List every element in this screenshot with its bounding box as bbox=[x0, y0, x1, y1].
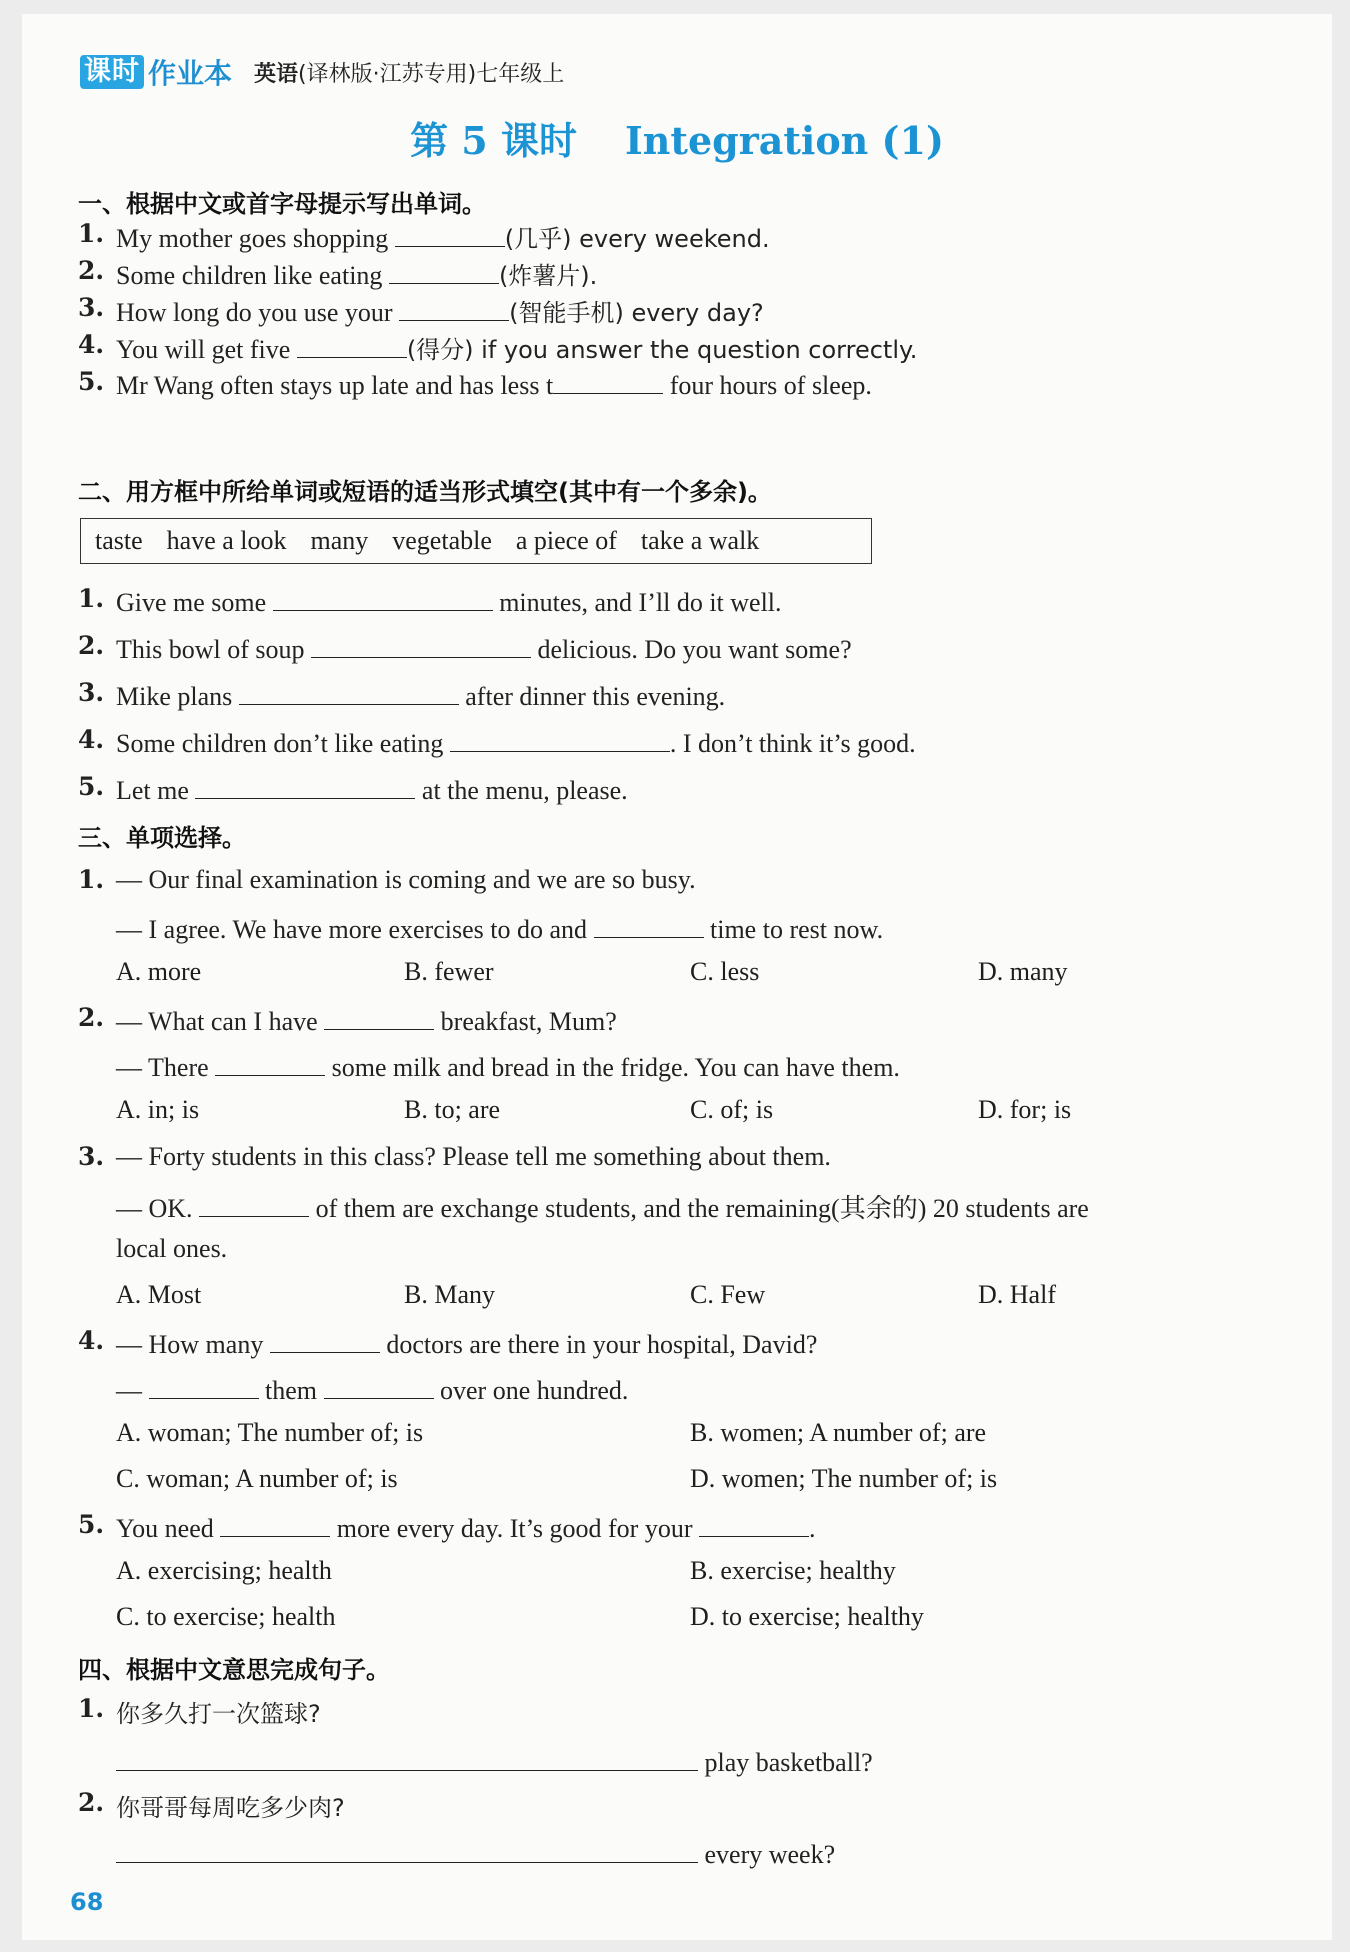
answer-blank[interactable] bbox=[389, 257, 499, 284]
answer-blank[interactable] bbox=[270, 1326, 380, 1353]
choice-option[interactable]: D. for; is bbox=[978, 1095, 1072, 1124]
answer-blank[interactable] bbox=[215, 1049, 325, 1076]
answer-blank[interactable] bbox=[399, 294, 509, 321]
choice-option[interactable]: C. less bbox=[690, 957, 760, 986]
word-option: many bbox=[310, 526, 369, 555]
answer-blank[interactable] bbox=[450, 725, 670, 752]
word-option: taste bbox=[95, 526, 143, 555]
answer-blank[interactable] bbox=[699, 1510, 809, 1537]
question-line: play basketball? bbox=[116, 1744, 873, 1778]
answer-blank[interactable] bbox=[116, 1744, 698, 1771]
question-line: — There some milk and bread in the fridge. You can have them. bbox=[116, 1049, 900, 1083]
answer-blank[interactable] bbox=[239, 678, 459, 705]
answer-blank[interactable] bbox=[311, 631, 531, 658]
question-line: — I agree. We have more exercises to do and time to rest now. bbox=[116, 911, 883, 945]
answer-blank[interactable] bbox=[116, 1836, 698, 1863]
choice-option[interactable]: C. of; is bbox=[690, 1095, 774, 1124]
answer-blank[interactable] bbox=[195, 772, 415, 799]
choice-option[interactable]: A. woman; The number of; is bbox=[116, 1418, 424, 1447]
page-number: 68 bbox=[70, 1888, 104, 1916]
choice-option[interactable]: A. in; is bbox=[116, 1095, 200, 1124]
choice-option[interactable]: D. to exercise; healthy bbox=[690, 1602, 924, 1631]
answer-blank[interactable] bbox=[199, 1190, 309, 1217]
question-line: local ones. bbox=[116, 1234, 228, 1263]
choice-option[interactable]: D. women; The number of; is bbox=[690, 1464, 998, 1493]
question-line: — them over one hundred. bbox=[116, 1372, 628, 1406]
word-option: take a walk bbox=[640, 526, 760, 555]
choice-option[interactable]: B. Many bbox=[404, 1280, 495, 1309]
answer-blank[interactable] bbox=[324, 1372, 434, 1399]
choice-option[interactable]: B. fewer bbox=[404, 957, 494, 986]
choice-option[interactable]: B. exercise; healthy bbox=[690, 1556, 896, 1585]
logo-text: 作业本 bbox=[148, 57, 233, 90]
answer-blank[interactable] bbox=[553, 367, 663, 394]
answer-blank[interactable] bbox=[324, 1003, 434, 1030]
logo-mark: 课时 bbox=[80, 55, 144, 89]
answer-blank[interactable] bbox=[594, 911, 704, 938]
choice-option[interactable]: A. more bbox=[116, 957, 202, 986]
choice-option[interactable]: B. women; A number of; are bbox=[690, 1418, 987, 1447]
choice-option[interactable]: C. woman; A number of; is bbox=[116, 1464, 398, 1493]
choice-option[interactable]: A. exercising; health bbox=[116, 1556, 332, 1585]
section-heading: 四、根据中文意思完成句子。 bbox=[78, 1656, 390, 1684]
section-heading: 三、单项选择。 bbox=[78, 824, 246, 852]
section-heading: 一、根据中文或首字母提示写出单词。 bbox=[78, 190, 486, 218]
answer-blank[interactable] bbox=[149, 1372, 259, 1399]
answer-blank[interactable] bbox=[297, 331, 407, 358]
question-line: every week? bbox=[116, 1836, 835, 1870]
book-subtitle: 英语(译林版·江苏专用)七年级上 bbox=[254, 61, 565, 87]
choice-option[interactable]: C. Few bbox=[690, 1280, 766, 1309]
answer-blank[interactable] bbox=[395, 220, 505, 247]
word-option: vegetable bbox=[392, 526, 492, 555]
choice-option[interactable]: D. Half bbox=[978, 1280, 1056, 1309]
choice-option[interactable]: A. Most bbox=[116, 1280, 202, 1309]
choice-option[interactable]: D. many bbox=[978, 957, 1068, 986]
word-option: have a look bbox=[166, 526, 287, 555]
answer-blank[interactable] bbox=[273, 584, 493, 611]
worksheet-page: 课时 作业本 英语(译林版·江苏专用)七年级上 第 5 课时 Integration (1) 一、根据中文或首字母提示写出单词。 1. My mother goes shopping (几乎) every weekend. 2. Some children like eating (炸薯片). 3. How long do you use your (智能手机) every day? 4. You will get five (得分) if you answer the question correctly. 5. Mr Wang often stays up late and has less t four hours of sleep. 二、用方框中所给单词或短语的适当形式填空(其中有一个多余)。 taste have a look many vegetable a piece of take a walk 1. Give me some minutes, and I’ll do it well. 2. This bowl of soup delicious. Do you want some? 3. Mike plans after dinner this evening. 4. Some children don’t like eating . I don’t think it’s good. 5. Let me at the menu, please. 三、单项选择。 1. — Our final examination is coming and we are so busy. — I agree. We have more exercises to do and time to rest now. A. more B. fewer C. less D. many 2. — What can I have breakfast, Mum? — There some milk and bread in the fridge. You can have them. A. in; is B. to; are C. of; is D. for; is 3. — Forty students in this class? Please tell me something about them. — OK. of them are exchange students, and the remaining(其余的) 20 students are local ones. A. Most B. Many C. Few D. Half 4. — How many doctors are there in your hospital, David? — them over one hundred. A. woman; The number of; is B. women; A number of; are C. woman; A number of; is D. women; The number of; is 5. You need more every day. It’s good for your . A. exercising; health B. exercise; healthy C. to exercise; health D. to exercise; healthy 四、根据中文意思完成句子。 1. 你多久打一次篮球? play basketball? 2. 你哥哥每周吃多少肉? every week? 68 bbox=[22, 14, 1332, 1940]
answer-blank[interactable] bbox=[220, 1510, 330, 1537]
question-line: — OK. of them are exchange students, and the remaining(其余的) 20 students are bbox=[116, 1188, 1089, 1225]
book-header bbox=[80, 54, 564, 90]
lesson-title: 第 5 课时 Integration (1) bbox=[410, 118, 944, 163]
choice-option[interactable]: B. to; are bbox=[404, 1095, 501, 1124]
section-heading: 二、用方框中所给单词或短语的适当形式填空(其中有一个多余)。 bbox=[78, 478, 772, 506]
word-box bbox=[80, 518, 872, 564]
choice-option[interactable]: C. to exercise; health bbox=[116, 1602, 336, 1631]
word-option: a piece of bbox=[515, 526, 617, 555]
